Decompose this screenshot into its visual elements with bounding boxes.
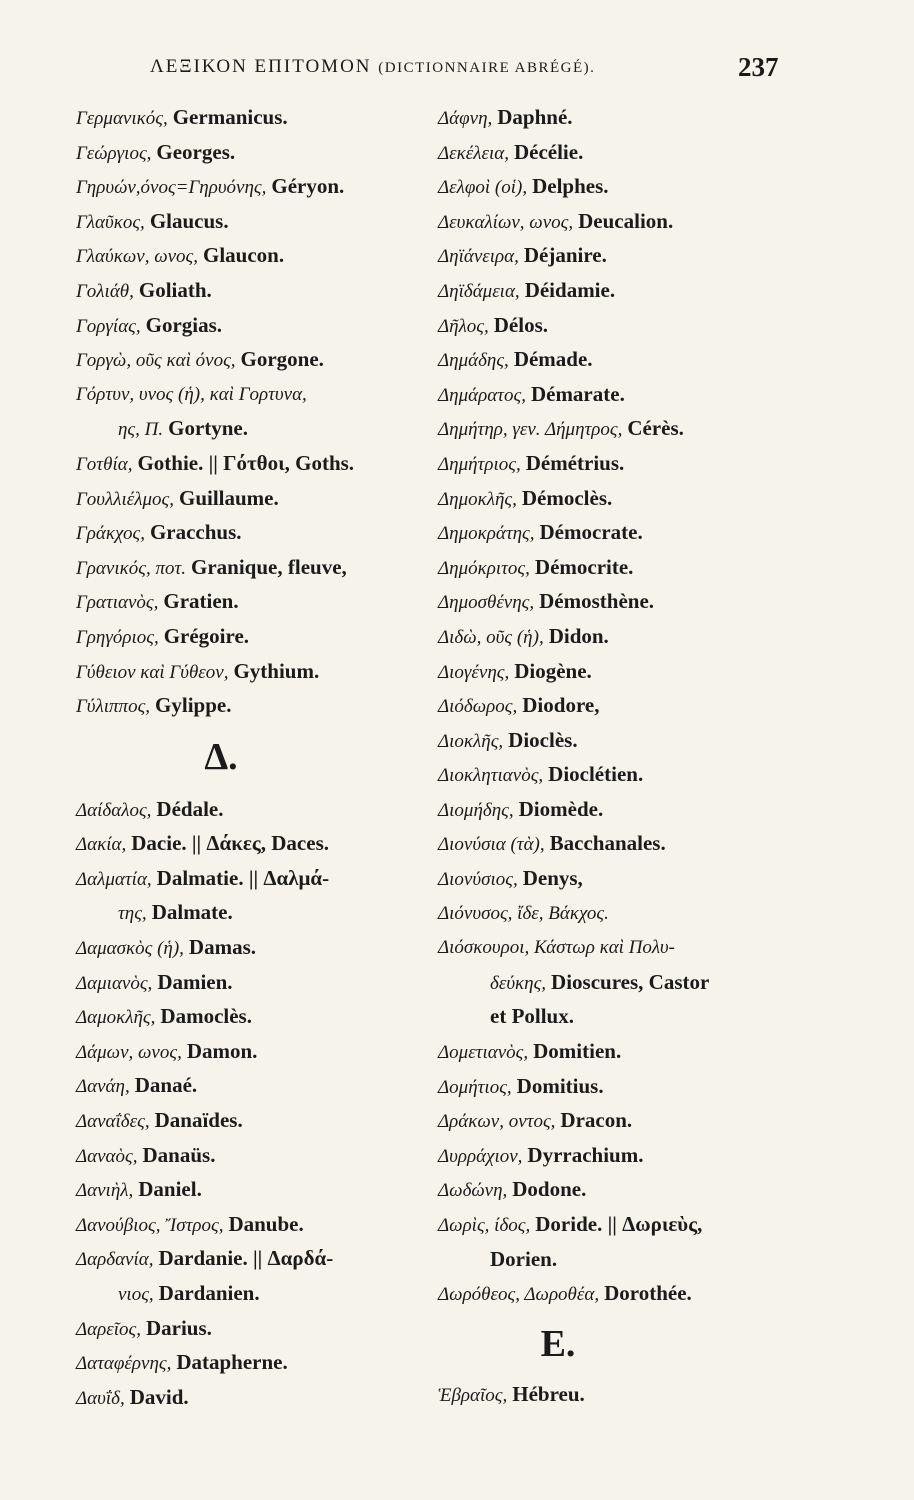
running-title-french: (DICTIONNAIRE ABRÉGÉ).	[378, 60, 596, 76]
entry-greek-term: Δημοκλῆς,	[438, 488, 517, 510]
entry-french-translation: Denys,	[522, 866, 583, 891]
entry-french-translation: Diodore,	[522, 693, 600, 718]
entry-french-translation: Hébreu.	[512, 1381, 585, 1406]
entry-greek-term: Δημόκριτος,	[438, 557, 530, 579]
delta-entries-left	[76, 792, 436, 1415]
dictionary-entry	[76, 135, 436, 170]
entry-greek-term: Δηϊδάμεια,	[438, 280, 520, 302]
dictionary-entry	[438, 965, 838, 1000]
entry-french-translation: Diogène.	[514, 658, 592, 683]
dictionary-entry	[76, 100, 436, 135]
entry-greek-term: Δομετιανὸς,	[438, 1042, 529, 1064]
dictionary-entry	[438, 135, 838, 170]
entry-french-translation: Dalmate.	[151, 900, 233, 925]
dictionary-entry	[76, 446, 436, 481]
dictionary-entry	[76, 308, 436, 343]
entry-french-translation: Gracchus.	[149, 520, 242, 545]
entry-greek-term: Διογένης,	[438, 661, 510, 683]
dictionary-entry	[76, 1311, 436, 1346]
entry-french-translation: Démétrius.	[525, 450, 625, 475]
entry-french-translation: Georges.	[156, 139, 236, 164]
entry-greek-term: Διονύσια (τὰ),	[438, 834, 545, 856]
entry-french-translation: Démocrite.	[534, 554, 634, 579]
gamma-entries	[76, 100, 436, 723]
entry-french-translation: Darius.	[145, 1315, 212, 1340]
entry-greek-term: Γύλιππος,	[76, 696, 151, 718]
entry-greek-term: Γοτθία,	[76, 453, 133, 475]
dictionary-entry	[76, 895, 436, 930]
entry-greek-term: Γουλλιέλμος,	[76, 488, 174, 510]
dictionary-entry	[438, 1172, 838, 1207]
dictionary-entry	[76, 204, 436, 239]
dictionary-entry	[76, 1068, 436, 1103]
entry-french-translation: Dorothée.	[604, 1281, 692, 1306]
dictionary-entry	[438, 619, 838, 654]
entry-greek-term: Δαμασκὸς (ἡ),	[76, 938, 184, 960]
entry-french-translation: Damon.	[186, 1038, 258, 1063]
entry-french-translation: Danaïdes.	[154, 1108, 243, 1133]
dictionary-entry	[438, 861, 838, 896]
entry-french-translation: David.	[129, 1384, 189, 1409]
entry-greek-term: Δηϊάνειρα,	[438, 246, 519, 268]
dictionary-entry	[438, 654, 838, 689]
entry-greek-term: Διομήδης,	[438, 799, 514, 821]
entry-french-translation: Délos.	[493, 312, 549, 337]
entry-french-translation: Décélie.	[513, 139, 584, 164]
entry-french-translation: Glaucus.	[149, 208, 229, 233]
entry-greek-term: Διόνυσος, ἴδε, Βάκχος.	[438, 902, 609, 924]
dictionary-entry	[76, 550, 436, 585]
dictionary-entry	[76, 1241, 436, 1276]
entry-greek-term: Δανάη,	[76, 1076, 130, 1098]
entry-french-translation: Gortyne.	[168, 416, 249, 441]
dictionary-entry	[438, 1276, 838, 1311]
entry-greek-term: Δωδώνη,	[438, 1180, 508, 1202]
dictionary-entry	[438, 273, 838, 308]
dictionary-entry	[438, 999, 838, 1034]
entry-greek-term: Γρατιανὸς,	[76, 592, 159, 614]
letter-heading-epsilon: E.	[540, 1322, 576, 1365]
entry-french-translation: Deucalion.	[578, 208, 674, 233]
entry-french-translation: Germanicus.	[172, 105, 288, 129]
entry-french-translation: Domitien.	[533, 1039, 622, 1064]
entry-greek-term: Δάφνη,	[438, 108, 493, 129]
dictionary-entry	[76, 999, 436, 1034]
dictionary-entry	[438, 896, 838, 931]
dictionary-entry	[76, 826, 436, 861]
dictionary-entry	[438, 550, 838, 585]
entry-greek-term: Γεώργιος,	[76, 142, 152, 164]
entry-greek-term: Γοργίας,	[76, 315, 141, 337]
entry-greek-term: δεύκης,	[490, 972, 547, 994]
entry-greek-term: Δελφοὶ (οἱ),	[438, 177, 528, 199]
entry-french-translation: Gylippe.	[155, 693, 232, 718]
entry-french-translation: Didon.	[548, 623, 609, 648]
entry-greek-term: Γολιάθ,	[76, 280, 134, 302]
right-column	[438, 100, 838, 1411]
entry-greek-term: Δομήτιος,	[438, 1076, 512, 1098]
entry-french-translation: Danaüs.	[142, 1142, 216, 1167]
dictionary-entry	[76, 238, 436, 273]
left-column	[76, 100, 436, 1414]
dictionary-entry	[438, 481, 838, 516]
entry-greek-term: Δωρόθεος, Δωροθέα,	[438, 1284, 600, 1306]
entry-greek-term: Δανούβιος, Ἴστρος,	[76, 1214, 224, 1236]
dictionary-entry	[438, 584, 838, 619]
entry-french-translation: Damoclès.	[160, 1004, 252, 1029]
dictionary-entry	[76, 688, 436, 723]
entry-french-translation: et Pollux.	[490, 1004, 574, 1029]
dictionary-entry	[438, 792, 838, 827]
entry-french-translation: Glaucon.	[203, 243, 285, 268]
dictionary-entry	[438, 100, 838, 135]
dictionary-entry	[438, 1103, 838, 1138]
entry-french-translation: Dioclétien.	[548, 762, 644, 787]
entry-french-translation: Domitius.	[516, 1073, 604, 1098]
dictionary-entry	[76, 1103, 436, 1138]
entry-greek-term: Δημοκράτης,	[438, 523, 535, 545]
dictionary-entry	[438, 1069, 838, 1104]
running-title	[150, 56, 595, 78]
entry-french-translation: Démarate.	[530, 381, 625, 406]
entry-french-translation: Gothie. || Γότθοι, Goths.	[137, 450, 355, 475]
dictionary-entry	[76, 861, 436, 896]
entry-greek-term: Διοκλῆς,	[438, 730, 504, 752]
entry-greek-term: Διδὼ, οῦς (ἡ),	[438, 626, 544, 648]
entry-greek-term: Δανιὴλ,	[76, 1180, 134, 1202]
entry-greek-term: Δυρράχιον,	[438, 1145, 523, 1167]
entry-french-translation: Cérès.	[627, 416, 684, 441]
entry-french-translation: Géryon.	[271, 174, 345, 199]
entry-greek-term: Διόδωρος,	[438, 696, 518, 718]
entry-greek-term: Δαταφέρνης,	[76, 1353, 172, 1375]
entry-french-translation: Dardanien.	[158, 1281, 260, 1305]
entry-greek-term: Γόρτυν, υνος (ἡ), καὶ Γορτυνα,	[76, 383, 307, 405]
dictionary-entry	[438, 1138, 838, 1173]
entry-french-translation: Dyrrachium.	[527, 1142, 644, 1167]
dictionary-entry	[76, 1345, 436, 1380]
entry-greek-term: Δημάδης,	[438, 350, 509, 372]
dictionary-entry	[438, 826, 838, 861]
entry-french-translation: Damien.	[157, 969, 233, 994]
entry-french-translation: Danaé.	[134, 1073, 198, 1098]
dictionary-entry	[76, 377, 436, 412]
entry-french-translation: Gorgias.	[145, 312, 223, 337]
entry-greek-term: Διονύσιος,	[438, 869, 518, 891]
entry-greek-term: Δημάρατος,	[438, 384, 526, 406]
running-title-greek: ΛΕΞΙΚΟΝ ΕΠΙΤΟΜΟΝ	[150, 56, 372, 77]
dictionary-entry	[76, 411, 436, 446]
entry-greek-term: Γερμανικός,	[76, 108, 168, 129]
entry-french-translation: Gratien.	[163, 589, 239, 614]
entry-french-translation: Démocrate.	[539, 520, 643, 545]
dictionary-entry	[438, 1034, 838, 1069]
entry-french-translation: Dédale.	[156, 796, 224, 821]
entry-french-translation: Dioclès.	[508, 727, 578, 752]
entry-greek-term: Δράκων, οντος,	[438, 1111, 556, 1133]
dictionary-entry	[438, 515, 838, 550]
dictionary-entry	[438, 446, 838, 481]
dictionary-entry	[76, 654, 436, 689]
entry-french-translation: Guillaume.	[178, 485, 279, 510]
entry-greek-term: Διόσκουροι, Κάστωρ καὶ Πολυ-	[438, 937, 675, 959]
dictionary-entry	[438, 169, 838, 204]
entry-french-translation: Datapherne.	[176, 1350, 288, 1375]
entry-greek-term: Δαυΐδ,	[76, 1387, 125, 1409]
entry-greek-term: Δεκέλεια,	[438, 142, 509, 164]
dictionary-entry	[76, 930, 436, 965]
page-number: 237	[738, 52, 779, 82]
entry-greek-term: Δαρεῖος,	[76, 1318, 141, 1340]
entry-french-translation: Grégoire.	[163, 623, 250, 648]
dictionary-entry	[76, 1380, 436, 1415]
entry-greek-term: Δημήτηρ, γεν. Δήμητρος,	[438, 419, 623, 441]
entry-greek-term: Δημήτριος,	[438, 453, 521, 475]
entry-french-translation: Danube.	[228, 1211, 304, 1236]
entry-french-translation: Démosthène.	[539, 589, 655, 614]
entry-greek-term: Δαμιανὸς,	[76, 972, 153, 994]
entry-greek-term: Δευκαλίων, ωνος,	[438, 211, 574, 233]
entry-greek-term: Δῆλος,	[438, 315, 489, 337]
dictionary-entry	[438, 1242, 838, 1277]
dictionary-entry	[76, 1034, 436, 1069]
dictionary-entry	[76, 1276, 436, 1311]
dictionary-entry	[438, 308, 838, 343]
entry-french-translation: Bacchanales.	[549, 831, 666, 856]
dictionary-entry	[76, 1138, 436, 1173]
entry-greek-term: Δαλματία,	[76, 868, 152, 890]
entry-greek-term: Διοκλητιανὸς,	[438, 765, 544, 787]
dictionary-entry	[438, 342, 838, 377]
entry-french-translation: Déjanire.	[523, 243, 607, 268]
entry-greek-term: Δαμοκλῆς,	[76, 1007, 156, 1029]
entry-greek-term: Δαναΐδες,	[76, 1111, 150, 1133]
dictionary-entry	[76, 273, 436, 308]
entry-french-translation: Dacie. || Δάκες, Daces.	[131, 831, 329, 856]
dictionary-entry	[438, 757, 838, 792]
dictionary-entry	[438, 1207, 838, 1242]
entry-french-translation: Dodone.	[512, 1177, 587, 1202]
entry-greek-term: Γλαῦκος,	[76, 211, 145, 233]
entry-french-translation: Dioscures, Castor	[551, 969, 710, 994]
entry-greek-term: Γοργὼ, οῦς καὶ όνος,	[76, 350, 236, 372]
dictionary-entry	[438, 930, 838, 965]
entry-greek-term: Δαρδανία,	[76, 1249, 154, 1271]
entry-french-translation: Delphes.	[532, 174, 609, 199]
entry-french-translation: Dracon.	[560, 1108, 633, 1133]
entry-french-translation: Déidamie.	[524, 277, 616, 302]
dictionary-entry	[76, 584, 436, 619]
entry-greek-term: Γλαύκων, ωνος,	[76, 246, 199, 268]
dictionary-entry	[438, 377, 838, 412]
dictionary-entry	[76, 481, 436, 516]
entry-greek-term: Δάμων, ωνος,	[76, 1041, 182, 1063]
dictionary-entry	[76, 1172, 436, 1207]
entry-greek-term: Ἑβραῖος,	[438, 1384, 508, 1406]
delta-entries-right	[438, 100, 838, 1311]
entry-greek-term: Γηρυών,όνος=Γηρυόνης,	[76, 177, 267, 199]
dictionary-entry	[438, 1377, 838, 1412]
entry-french-translation: Daniel.	[138, 1177, 202, 1202]
dictionary-entry	[76, 515, 436, 550]
entry-greek-term: Γράκχος,	[76, 523, 145, 545]
entry-greek-term: ης, Π.	[118, 419, 164, 441]
entry-greek-term: της,	[118, 903, 147, 925]
entry-greek-term: Δαναὸς,	[76, 1145, 138, 1167]
page-header	[0, 52, 914, 92]
entry-greek-term: Γρηγόριος,	[76, 626, 159, 648]
entry-greek-term: Δακία,	[76, 834, 127, 856]
dictionary-entry	[438, 411, 838, 446]
entry-greek-term: Δημοσθένης,	[438, 592, 535, 614]
dictionary-entry	[76, 342, 436, 377]
entry-french-translation: Damas.	[188, 935, 257, 960]
entry-french-translation: Démade.	[513, 347, 593, 372]
entry-french-translation: Dorien.	[490, 1246, 558, 1271]
dictionary-entry	[76, 965, 436, 1000]
entry-french-translation: Gorgone.	[240, 347, 324, 372]
entry-french-translation: Démoclès.	[521, 485, 613, 510]
entry-greek-term: Γρανικός, ποτ.	[76, 557, 187, 579]
dictionary-entry	[76, 792, 436, 827]
entry-french-translation: Goliath.	[138, 277, 212, 302]
dictionary-entry	[76, 619, 436, 654]
dictionary-entry	[438, 204, 838, 239]
entry-greek-term: Γύθειον καὶ Γύθεον,	[76, 661, 229, 683]
entry-greek-term: νιος,	[118, 1284, 154, 1305]
epsilon-entries	[438, 1377, 838, 1412]
dictionary-entry	[438, 723, 838, 758]
dictionary-entry	[438, 688, 838, 723]
dictionary-entry	[438, 238, 838, 273]
entry-french-translation: Gythium.	[233, 658, 320, 683]
entry-french-translation: Doride. || Δωριεὺς,	[535, 1212, 703, 1236]
letter-heading-delta: Δ.	[204, 735, 238, 778]
entry-french-translation: Dardanie. || Δαρδά-	[158, 1246, 334, 1271]
dictionary-entry	[76, 1207, 436, 1242]
entry-french-translation: Dalmatie. || Δαλμά-	[156, 865, 330, 890]
entry-greek-term: Δωρὶς, ίδος,	[438, 1215, 531, 1236]
entry-french-translation: Diomède.	[518, 796, 604, 821]
entry-french-translation: Daphné.	[497, 105, 573, 129]
entry-greek-term: Δαίδαλος,	[76, 799, 152, 821]
dictionary-entry	[76, 169, 436, 204]
entry-french-translation: Granique, fleuve,	[191, 554, 347, 579]
